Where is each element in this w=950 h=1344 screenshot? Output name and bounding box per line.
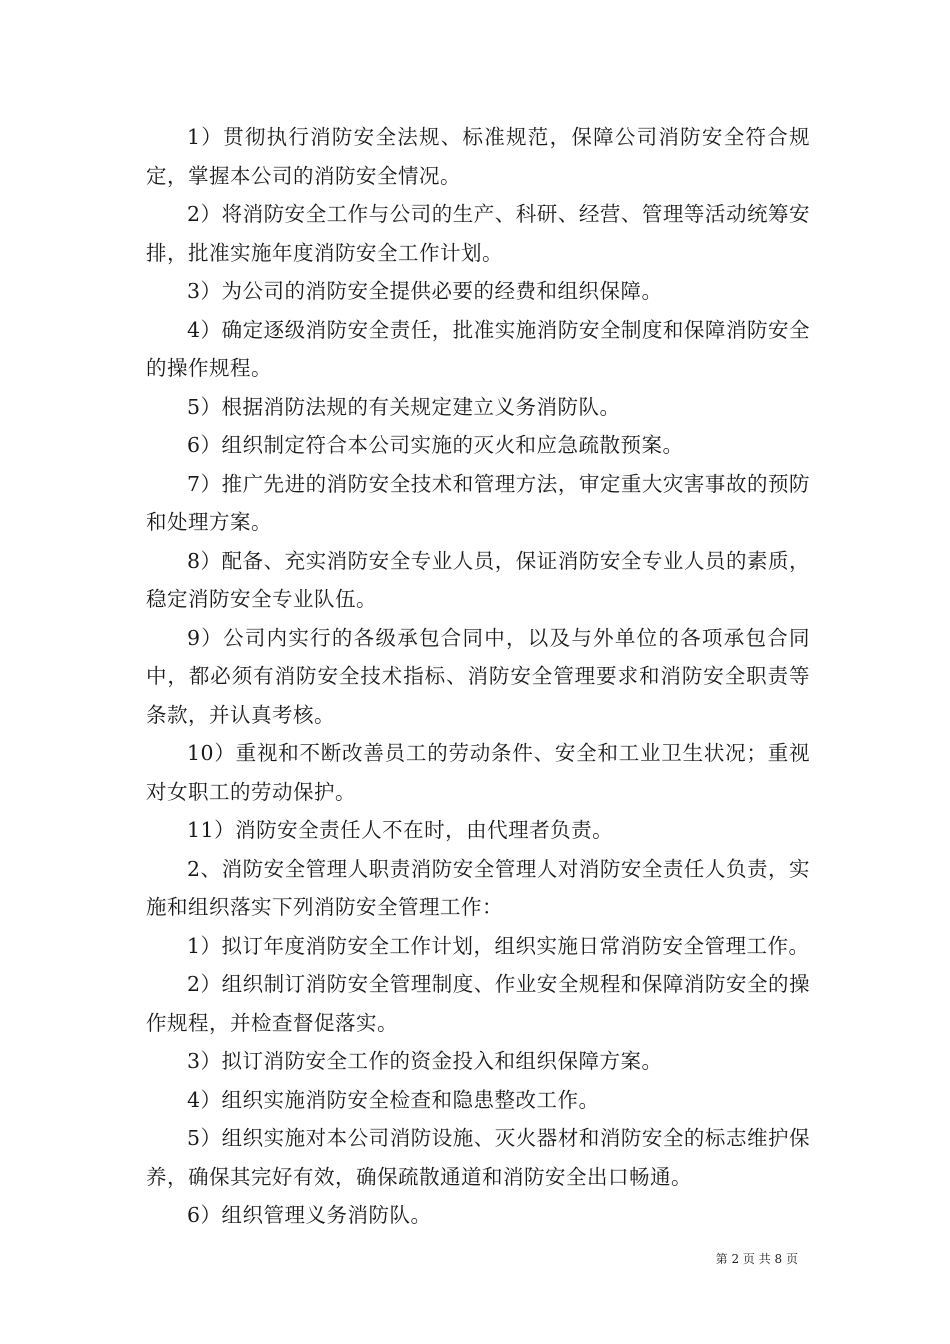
paragraph: 7）推广先进的消防安全技术和管理方法，审定重大灾害事故的预防和处理方案。 <box>146 471 810 534</box>
paragraph: 2）组织制订消防安全管理制度、作业安全规程和保障消防安全的操作规程，并检查督促落实。 <box>146 972 810 1035</box>
paragraph: 11）消防安全责任人不在时，由代理者负责。 <box>187 818 614 842</box>
paragraph: 2）将消防安全工作与公司的生产、科研、经营、管理等活动统筹安排，批准实施年度消防安全工作计划。 <box>146 202 810 265</box>
paragraph: 1）拟订年度消防安全工作计划，组织实施日常消防安全管理工作。 <box>187 933 810 958</box>
paragraph: 6）组织制定符合本公司实施的灭火和应急疏散预案。 <box>187 433 684 457</box>
paragraph: 10）重视和不断改善员工的劳动条件、安全和工业卫生状况；重视对女职工的劳动保护。 <box>146 741 810 804</box>
paragraph: 5）根据消防法规的有关规定建立义务消防队。 <box>187 394 621 419</box>
paragraph: 3）为公司的消防安全提供必要的经费和组织保障。 <box>187 279 663 303</box>
paragraph: 4）组织实施消防安全检查和隐患整改工作。 <box>187 1087 600 1112</box>
paragraph: 5）组织实施对本公司消防设施、灭火器材和消防安全的标志维护保养，确保其完好有效，确保疏散通道和消防安全出口畅通。 <box>146 1126 810 1189</box>
paragraph: 4）确定逐级消防安全责任，批准实施消防安全制度和保障消防安全的操作规程。 <box>146 317 810 380</box>
paragraph: 3）拟订消防安全工作的资金投入和组织保障方案。 <box>187 1049 663 1073</box>
paragraph: 9）公司内实行的各级承包合同中，以及与外单位的各项承包合同中，都必须有消防安全技术指标、消防安全管理要求和消防安全职责等条款，并认真考核。 <box>146 625 810 727</box>
document-body <box>146 118 810 1235</box>
paragraph: 6）组织管理义务消防队。 <box>187 1203 432 1227</box>
paragraph: 8）配备、充实消防安全专业人员，保证消防安全专业人员的素质，稳定消防安全专业队伍。 <box>146 548 810 611</box>
paragraph: 1）贯彻执行消防安全法规、标准规范，保障公司消防安全符合规定，掌握本公司的消防安全情况。 <box>146 125 810 188</box>
page-number-footer: 第 2 页 共 8 页 <box>715 1252 798 1266</box>
paragraph: 2、消防安全管理人职责消防安全管理人对消防安全责任人负责，实施和组织落实下列消防安全管理工作： <box>146 856 810 919</box>
